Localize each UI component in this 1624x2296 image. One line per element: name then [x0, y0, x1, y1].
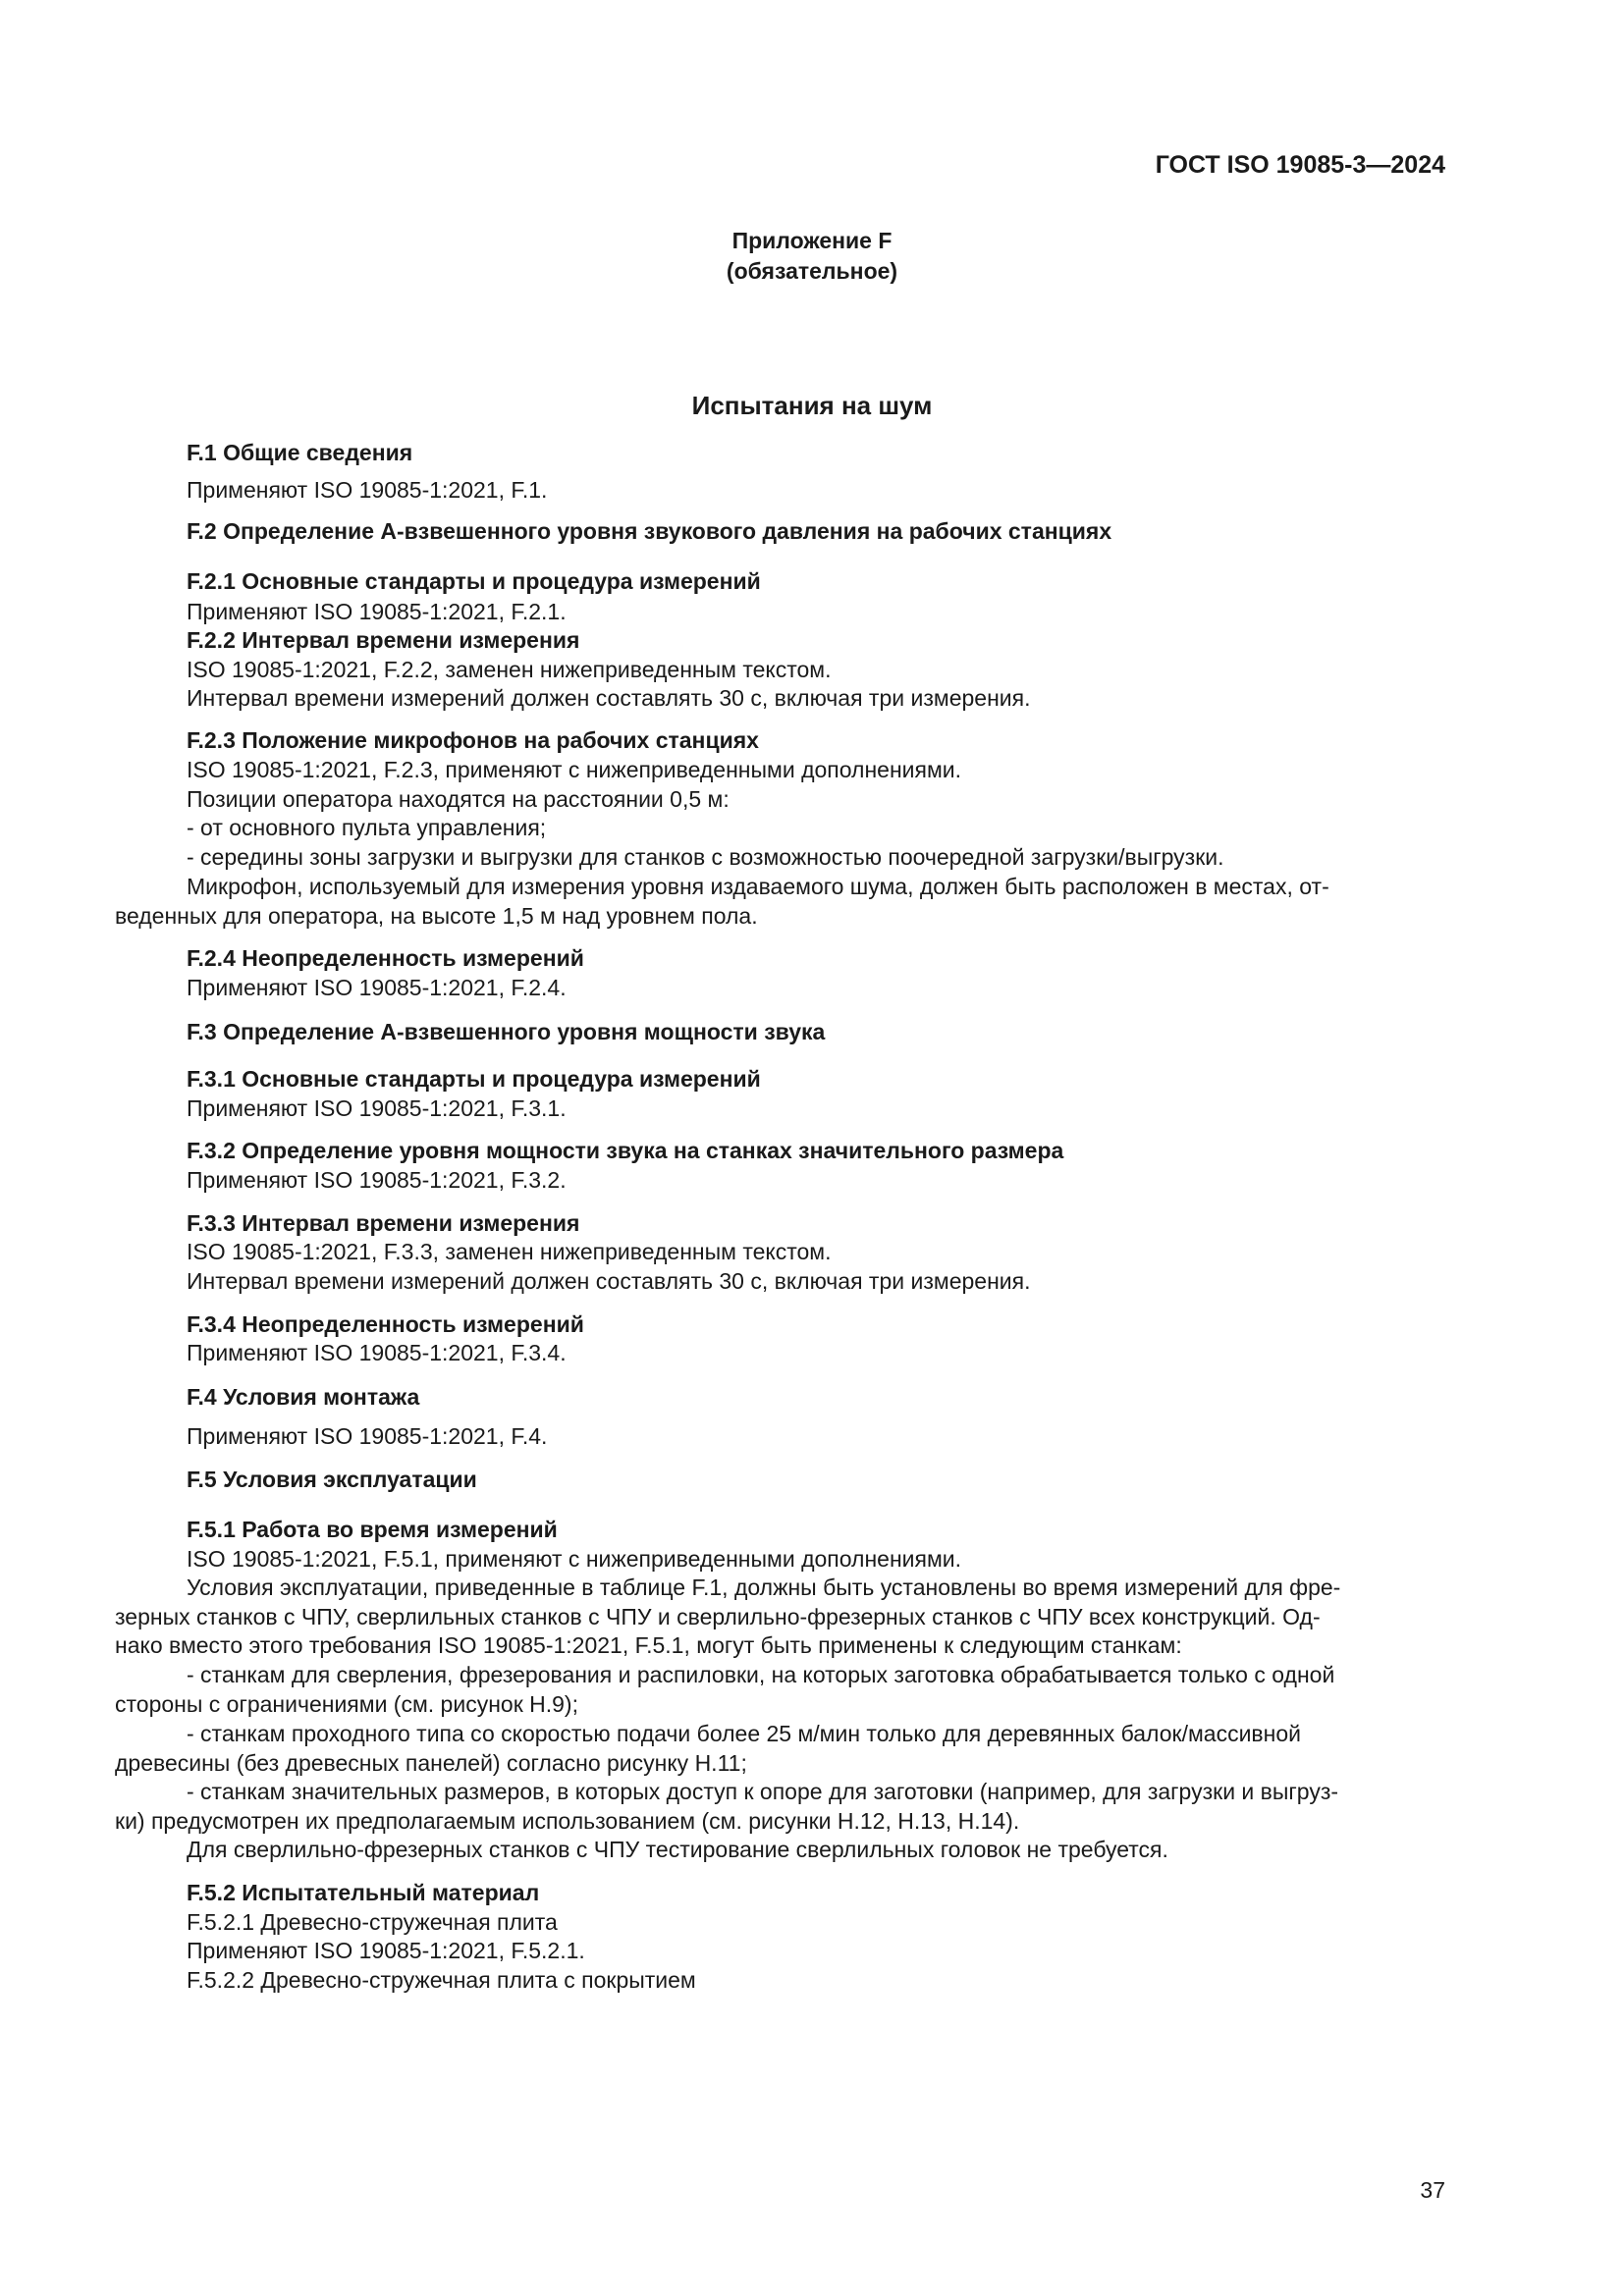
paragraph: Позиции оператора находятся на расстоянии 0,5 м:: [187, 786, 730, 812]
paragraph: ISO 19085-1:2021, F.2.2, заменен нижеприведенным текстом.: [187, 657, 832, 682]
paragraph: Применяют ISO 19085-1:2021, F.3.4.: [187, 1340, 567, 1365]
page-number: 37: [1420, 2177, 1445, 2203]
heading-f3-1: F.3.1 Основные стандарты и процедура измерений: [187, 1066, 761, 1092]
paragraph: Применяют ISO 19085-1:2021, F.2.4.: [187, 975, 567, 1000]
paragraph: ISO 19085-1:2021, F.3.3, заменен нижеприведенным текстом.: [187, 1239, 832, 1264]
heading-f2-3: F.2.3 Положение микрофонов на рабочих станциях: [187, 727, 759, 753]
paragraph: Применяют ISO 19085-1:2021, F.3.1.: [187, 1095, 567, 1121]
list-item-continuation: ки) предусмотрен их предполагаемым использованием (см. рисунки H.12, H.13, H.14).: [115, 1808, 1020, 1834]
list-item: - середины зоны загрузки и выгрузки для станков с возможностью поочередной загрузки/выгрузки.: [187, 844, 1224, 870]
paragraph: Интервал времени измерений должен составлять 30 с, включая три измерения.: [187, 685, 1031, 711]
list-item: - от основного пульта управления;: [187, 815, 547, 840]
document-code: ГОСТ ISO 19085-3—2024: [1155, 151, 1445, 179]
heading-f2-2: F.2.2 Интервал времени измерения: [187, 627, 580, 653]
list-item: - станкам проходного типа со скоростью подачи более 25 м/мин только для деревянных балок/массивной: [187, 1721, 1301, 1746]
paragraph: Применяют ISO 19085-1:2021, F.4.: [187, 1423, 548, 1449]
list-item: - станкам для сверления, фрезерования и распиловки, на которых заготовка обрабатывается только с одной: [187, 1662, 1335, 1687]
appendix-title: Приложение F: [731, 228, 893, 253]
heading-f4: F.4 Условия монтажа: [187, 1384, 420, 1410]
paragraph: Применяют ISO 19085-1:2021, F.1.: [187, 477, 548, 503]
paragraph: ISO 19085-1:2021, F.2.3, применяют с нижеприведенными дополнениями.: [187, 757, 961, 782]
subsection-label: F.5.2.2 Древесно-стружечная плита с покрытием: [187, 1967, 696, 1993]
list-item-continuation: древесины (без древесных панелей) согласно рисунку H.11;: [115, 1750, 747, 1776]
paragraph: Применяют ISO 19085-1:2021, F.3.2.: [187, 1167, 567, 1193]
list-item-continuation: стороны с ограничениями (см. рисунок H.9);: [115, 1691, 578, 1717]
heading-f5: F.5 Условия эксплуатации: [187, 1467, 477, 1492]
paragraph: Применяют ISO 19085-1:2021, F.2.1.: [187, 599, 567, 624]
appendix-status: (обязательное): [726, 258, 898, 284]
heading-f5-2: F.5.2 Испытательный материал: [187, 1880, 540, 1905]
subsection-label: F.5.2.1 Древесно-стружечная плита: [187, 1909, 558, 1935]
heading-f2-4: F.2.4 Неопределенность измерений: [187, 945, 584, 971]
paragraph: Интервал времени измерений должен составлять 30 с, включая три измерения.: [187, 1268, 1031, 1294]
paragraph: ISO 19085-1:2021, F.5.1, применяют с нижеприведенными дополнениями.: [187, 1546, 961, 1572]
paragraph: Микрофон, используемый для измерения уровня издаваемого шума, должен быть расположен в местах, от-: [187, 874, 1329, 899]
heading-f3: F.3 Определение A-взвешенного уровня мощности звука: [187, 1019, 826, 1044]
paragraph: Применяют ISO 19085-1:2021, F.5.2.1.: [187, 1938, 585, 1963]
heading-f3-4: F.3.4 Неопределенность измерений: [187, 1311, 584, 1337]
paragraph-continuation: нако вместо этого требования ISO 19085-1:2021, F.5.1, могут быть применены к следующим станкам:: [115, 1632, 1182, 1658]
heading-f1: F.1 Общие сведения: [187, 440, 413, 465]
paragraph: Условия эксплуатации, приведенные в таблице F.1, должны быть установлены во время измерений для фре-: [187, 1575, 1341, 1600]
paragraph: Для сверлильно-фрезерных станков с ЧПУ тестирование сверлильных головок не требуется.: [187, 1837, 1168, 1862]
heading-f3-3: F.3.3 Интервал времени измерения: [187, 1210, 580, 1236]
heading-f2-1: F.2.1 Основные стандарты и процедура измерений: [187, 568, 761, 594]
heading-f5-1: F.5.1 Работа во время измерений: [187, 1517, 558, 1542]
section-title: Испытания на шум: [691, 391, 933, 420]
paragraph-continuation: зерных станков с ЧПУ, сверлильных станков с ЧПУ и сверлильно-фрезерных станков с ЧПУ всех конструкций. Од-: [115, 1604, 1321, 1629]
paragraph-continuation: веденных для оператора, на высоте 1,5 м над уровнем пола.: [115, 903, 758, 929]
list-item: - станкам значительных размеров, в которых доступ к опоре для заготовки (например, для загрузки и выгруз-: [187, 1779, 1339, 1804]
heading-f3-2: F.3.2 Определение уровня мощности звука на станках значительного размера: [187, 1138, 1064, 1163]
heading-f2: F.2 Определение A-взвешенного уровня звукового давления на рабочих станциях: [187, 518, 1112, 544]
